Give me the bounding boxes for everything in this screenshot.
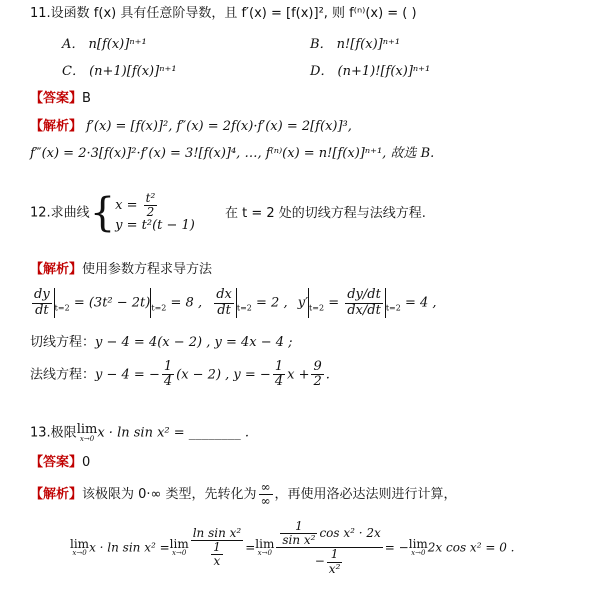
lim-operator xyxy=(255,538,274,557)
frac-den-nested xyxy=(191,541,244,568)
frac-num: 1 xyxy=(213,540,221,555)
eval-sub: t=2 xyxy=(385,303,401,313)
eval-sub: t=2 xyxy=(309,303,325,313)
analysis-tag: 【解析】 xyxy=(30,262,83,277)
expr-part1: x · ln sin x² = xyxy=(89,540,170,555)
y-prime: y′ xyxy=(297,295,309,311)
lim-text: lim xyxy=(408,537,428,552)
one-over-x2 xyxy=(327,548,343,575)
tangent-label: 切线方程： xyxy=(30,335,96,350)
q11-option-c: C． (n+1)[f(x)]ⁿ⁺¹ xyxy=(62,64,177,79)
one-over-sin xyxy=(280,520,317,547)
analysis-text: 使用参数方程求导方法 xyxy=(82,262,213,277)
lim-sub: x→0 xyxy=(172,549,187,558)
inf-over-inf xyxy=(259,481,273,508)
analysis-math: f′(x) = [f(x)]², f″(x) = 2f(x)·f′(x) = 2[f(x)]³, xyxy=(86,119,352,134)
answer-tag: 【答案】 xyxy=(30,91,83,106)
d3-val: = 4 , xyxy=(404,295,437,311)
frac-num: 1 xyxy=(274,359,284,374)
dy-num: dy xyxy=(34,287,50,303)
q12-derivatives xyxy=(30,288,437,318)
q13-stem-prefix: 13.极限 xyxy=(30,425,77,441)
q13-stem xyxy=(30,423,249,443)
num-tail: cos x² · 2x xyxy=(319,526,381,541)
q11-option-b: B． n![f(x)]ⁿ⁺¹ xyxy=(310,37,401,52)
tangent-eq: y − 4 = 4(x − 2) , y = 4x − 4 ; xyxy=(95,335,293,350)
d1-rhs: = (3t² − 2t) xyxy=(73,295,151,311)
sys-y: y = t²(t − 1) xyxy=(115,218,195,234)
q12-normal-line xyxy=(30,360,330,390)
lim-operator xyxy=(170,538,189,557)
lim-sub: x→0 xyxy=(79,435,95,443)
dx-num: dx xyxy=(216,287,232,303)
lim-text: lim xyxy=(70,537,90,552)
analysis-tag: 【解析】 xyxy=(30,487,83,503)
normal-frac3 xyxy=(311,360,323,390)
frac-den: sin x² xyxy=(282,533,316,548)
analysis-text2: ，再使用洛必达法则进行计算， xyxy=(274,487,457,503)
frac-num: 1 xyxy=(280,520,317,534)
q12-stem xyxy=(30,190,426,237)
sys-x-den: 2 xyxy=(146,205,155,220)
normal-c: x + xyxy=(287,367,310,383)
q11-analysis-line2: f‴(x) = 2·3[f(x)]²·f′(x) = 3![f(x)]⁴, …, f⁽ⁿ⁾(x) = n![f(x)]ⁿ⁺¹, 故选 B. xyxy=(30,146,435,161)
answer-value: B xyxy=(82,91,91,106)
q13-derivation xyxy=(70,520,514,576)
normal-frac2 xyxy=(273,360,285,390)
answer-value: 0 xyxy=(82,455,91,470)
param-system xyxy=(115,192,195,234)
equals: = xyxy=(328,295,340,311)
analysis-text1: 该极限为 0·∞ 类型，先转化为 xyxy=(82,487,257,503)
frac-num: 9 xyxy=(313,359,322,374)
eval-sub: t=2 xyxy=(236,303,252,313)
q12-stem-prefix: 12.求曲线 xyxy=(30,205,90,221)
equals: = xyxy=(245,540,256,555)
d1-val: = 8 , xyxy=(170,295,203,311)
left-brace-icon: { xyxy=(89,190,116,237)
frac-den: 4 xyxy=(274,374,284,390)
eval-sub: t=2 xyxy=(54,303,70,313)
q13-stem-expr: x · ln sin x² = ________ . xyxy=(97,425,250,441)
q12-tangent-line xyxy=(30,335,293,351)
frac-num: ln sin x² xyxy=(192,526,242,541)
answer-tag: 【答案】 xyxy=(30,455,83,470)
q11-answer-line xyxy=(30,91,91,107)
lnsin-over-inv-x xyxy=(191,527,244,569)
expr-end-b: 2x cos x² = 0 . xyxy=(427,540,515,555)
dt-den: dt xyxy=(35,302,49,318)
frac-den: 4 xyxy=(163,374,173,390)
q11-analysis-line1 xyxy=(30,119,352,135)
q12-analysis-head xyxy=(30,262,212,278)
normal-frac1 xyxy=(162,360,174,390)
frac-num-compound xyxy=(276,520,382,548)
eval-sub: t=2 xyxy=(151,303,167,313)
dy-dt-frac xyxy=(32,288,52,318)
lim-operator xyxy=(70,538,89,557)
normal-b: (x − 2) , y = − xyxy=(176,367,271,383)
q11-option-a: A． n[f(x)]ⁿ⁺¹ xyxy=(62,37,147,52)
lim-text: lim xyxy=(76,422,98,437)
q13-analysis-line xyxy=(30,481,457,508)
sys-x-lhs: x = xyxy=(115,198,138,214)
lim-sub: x→0 xyxy=(411,549,426,558)
lim-operator xyxy=(77,423,98,443)
normal-a: y − 4 = − xyxy=(95,367,160,383)
lim-sub: x→0 xyxy=(72,549,87,558)
q12-stem-suffix: 在 t = 2 处的切线方程与法线方程. xyxy=(225,205,426,221)
frac-den: x xyxy=(213,554,221,569)
dxdt-den: dx/dt xyxy=(347,302,381,318)
lhopital-frac xyxy=(276,520,382,576)
one-over-x xyxy=(211,541,223,568)
lim-text: lim xyxy=(169,537,189,552)
frac-num: 1 xyxy=(327,548,343,562)
inf-num: ∞ xyxy=(260,480,271,494)
dydt-dxdt-frac xyxy=(345,288,383,318)
lim-sub: x→0 xyxy=(257,549,272,558)
normal-end: . xyxy=(325,367,330,383)
lim-operator xyxy=(409,538,428,557)
minus-sign: − xyxy=(314,554,325,569)
d2-val: = 2 , xyxy=(256,295,288,311)
frac-den: 2 xyxy=(313,374,322,390)
frac-den-compound xyxy=(276,548,382,575)
inf-den: ∞ xyxy=(260,494,271,509)
dx-dt-frac xyxy=(214,288,234,318)
sys-x-frac xyxy=(144,192,158,219)
q11-stem: 11.设函数 f(x) 具有任意阶导数，且 f′(x) = [f(x)]², 则 f⁽ⁿ⁾(x) = ( ) xyxy=(30,6,417,21)
normal-label: 法线方程： xyxy=(30,367,96,383)
dydt-num: dy/dt xyxy=(347,287,381,303)
lim-text: lim xyxy=(255,537,275,552)
sys-x-num: t² xyxy=(145,191,156,205)
expr-end-a: = − xyxy=(384,540,409,555)
dt-den: dt xyxy=(217,302,231,318)
analysis-tag: 【解析】 xyxy=(30,119,83,134)
frac-num: 1 xyxy=(163,359,173,374)
q13-answer-line xyxy=(30,455,90,471)
q11-option-d: D． (n+1)![f(x)]ⁿ⁺¹ xyxy=(310,64,431,79)
frac-den: x² xyxy=(328,561,341,576)
